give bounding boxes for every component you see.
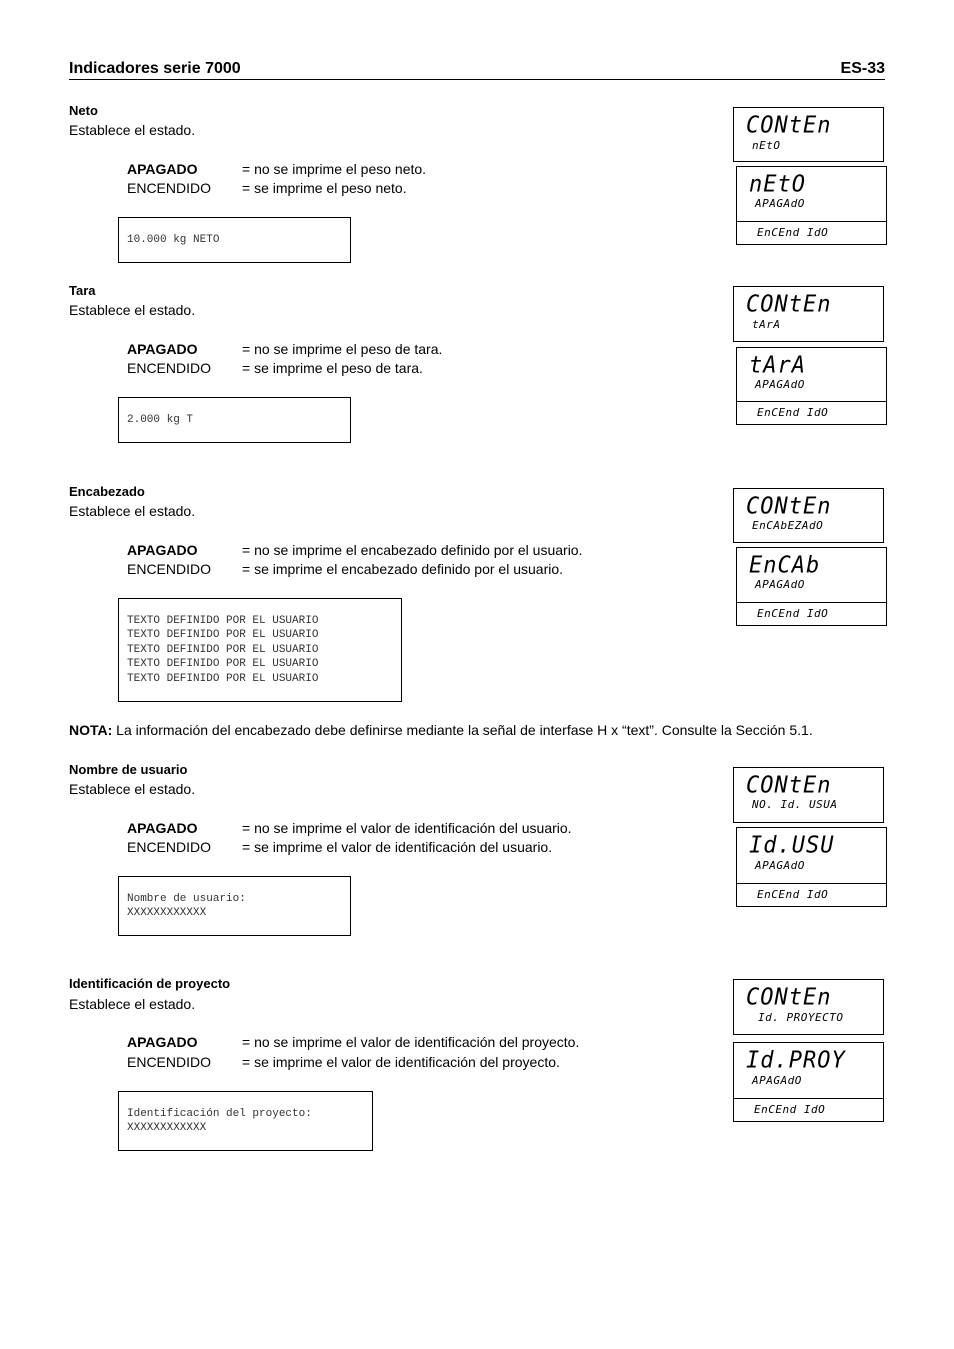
lcd-main-text: CONtEn — [746, 493, 832, 520]
option-desc: = se imprime el peso neto. — [242, 180, 407, 196]
lcd-sub-text: EnCAbEZAdO — [752, 519, 824, 532]
lcd-display-top — [733, 767, 884, 823]
section-subtitle: Establece el estado. — [69, 996, 196, 1012]
section-title-tara: Tara — [69, 283, 96, 298]
print-sample: TEXTO DEFINIDO POR EL USUARIO TEXTO DEFINIDO POR EL USUARIO TEXTO DEFINIDO POR EL USUARIO TEXTO DEFINIDO POR EL USUARIO TEXTO DEFINIDO POR EL USUARIO — [118, 598, 402, 702]
option-desc: = se imprime el valor de identificación del proyecto. — [242, 1054, 560, 1070]
lcd-main-text: CONtEn — [746, 112, 832, 139]
option-on — [127, 839, 552, 855]
option-key: APAGADO — [127, 1034, 198, 1050]
option-key: APAGADO — [127, 542, 198, 558]
note-text: La información del encabezado debe definirse mediante la señal de interfase H x “text”. Consulte la Sección 5.1. — [112, 722, 813, 738]
section-title-neto: Neto — [69, 103, 98, 118]
option-off — [127, 1034, 579, 1050]
option-desc: = no se imprime el peso neto. — [242, 161, 427, 177]
option-desc: = no se imprime el peso de tara. — [242, 341, 443, 357]
lcd-option-text: EnCEnd IdO — [737, 401, 886, 424]
lcd-sub-text: nEtO — [752, 139, 781, 152]
option-key: ENCENDIDO — [127, 1054, 212, 1070]
page-number: ES-33 — [840, 60, 885, 77]
lcd-sub-text: APAGAdO — [755, 578, 805, 591]
lcd-display-bottom — [736, 547, 887, 626]
lcd-display-bottom — [733, 1042, 884, 1122]
note — [69, 722, 813, 738]
lcd-sub-text: APAGAdO — [752, 1074, 802, 1087]
option-desc: = se imprime el peso de tara. — [242, 360, 423, 376]
lcd-main-text: CONtEn — [746, 984, 832, 1011]
lcd-display-bottom — [736, 347, 887, 425]
option-on — [127, 180, 407, 196]
option-key: APAGADO — [127, 161, 198, 177]
section-subtitle: Establece el estado. — [69, 503, 196, 519]
option-key: ENCENDIDO — [127, 360, 212, 376]
lcd-main-text: EnCAb — [749, 552, 821, 579]
option-off — [127, 542, 582, 558]
option-off — [127, 820, 572, 836]
section-subtitle: Establece el estado. — [69, 781, 196, 797]
lcd-main-text: nEtO — [749, 171, 806, 198]
lcd-sub-text: APAGAdO — [755, 859, 805, 872]
section-title-id-proyecto: Identificación de proyecto — [69, 976, 231, 991]
option-off — [127, 341, 442, 357]
note-label: NOTA: — [69, 722, 113, 738]
lcd-sub-text: NO. Id. USUA — [752, 798, 838, 811]
lcd-sub-text: APAGAdO — [755, 197, 805, 210]
lcd-display-top — [733, 107, 884, 162]
lcd-main-text: Id.USU — [749, 832, 835, 859]
lcd-sub-text: Id. PROYECTO — [758, 1011, 844, 1024]
section-title-nombre-usuario: Nombre de usuario — [69, 762, 188, 777]
option-key: ENCENDIDO — [127, 180, 212, 196]
lcd-main-text: CONtEn — [746, 772, 832, 799]
option-desc: = se imprime el valor de identificación del usuario. — [242, 839, 553, 855]
lcd-main-text: tArA — [749, 352, 806, 379]
option-off — [127, 161, 426, 177]
lcd-display-top — [733, 488, 884, 543]
lcd-display-top — [733, 286, 884, 342]
lcd-display-top — [733, 979, 884, 1035]
section-subtitle: Establece el estado. — [69, 302, 196, 318]
lcd-option-text: EnCEnd IdO — [737, 602, 886, 625]
option-key: APAGADO — [127, 341, 198, 357]
lcd-option-text: EnCEnd IdO — [734, 1098, 883, 1121]
option-key: ENCENDIDO — [127, 839, 212, 855]
option-desc: = no se imprime el encabezado definido por el usuario. — [242, 542, 583, 558]
option-desc: = no se imprime el valor de identificación del usuario. — [242, 820, 572, 836]
lcd-option-text: EnCEnd IdO — [737, 883, 886, 906]
option-key: APAGADO — [127, 820, 198, 836]
lcd-display-bottom — [736, 166, 887, 245]
option-on — [127, 561, 563, 577]
document-title: Indicadores serie 7000 — [69, 60, 241, 77]
lcd-sub-text: tArA — [752, 318, 781, 331]
lcd-display-bottom — [736, 827, 887, 907]
lcd-main-text: CONtEn — [746, 291, 832, 318]
option-on — [127, 360, 423, 376]
print-sample: Identificación del proyecto: XXXXXXXXXXXX — [118, 1091, 373, 1151]
section-subtitle: Establece el estado. — [69, 122, 196, 138]
option-desc: = no se imprime el valor de identificación del proyecto. — [242, 1034, 580, 1050]
print-sample: 2.000 kg T — [118, 397, 351, 443]
print-sample: 10.000 kg NETO — [118, 217, 351, 263]
section-title-encabezado: Encabezado — [69, 484, 145, 499]
lcd-sub-text: APAGAdO — [755, 378, 805, 391]
lcd-main-text: Id.PROY — [746, 1047, 846, 1074]
lcd-option-text: EnCEnd IdO — [737, 221, 886, 244]
option-on — [127, 1054, 560, 1070]
page-header — [69, 60, 885, 80]
option-key: ENCENDIDO — [127, 561, 212, 577]
option-desc: = se imprime el encabezado definido por el usuario. — [242, 561, 564, 577]
print-sample: Nombre de usuario: XXXXXXXXXXXX — [118, 876, 351, 936]
